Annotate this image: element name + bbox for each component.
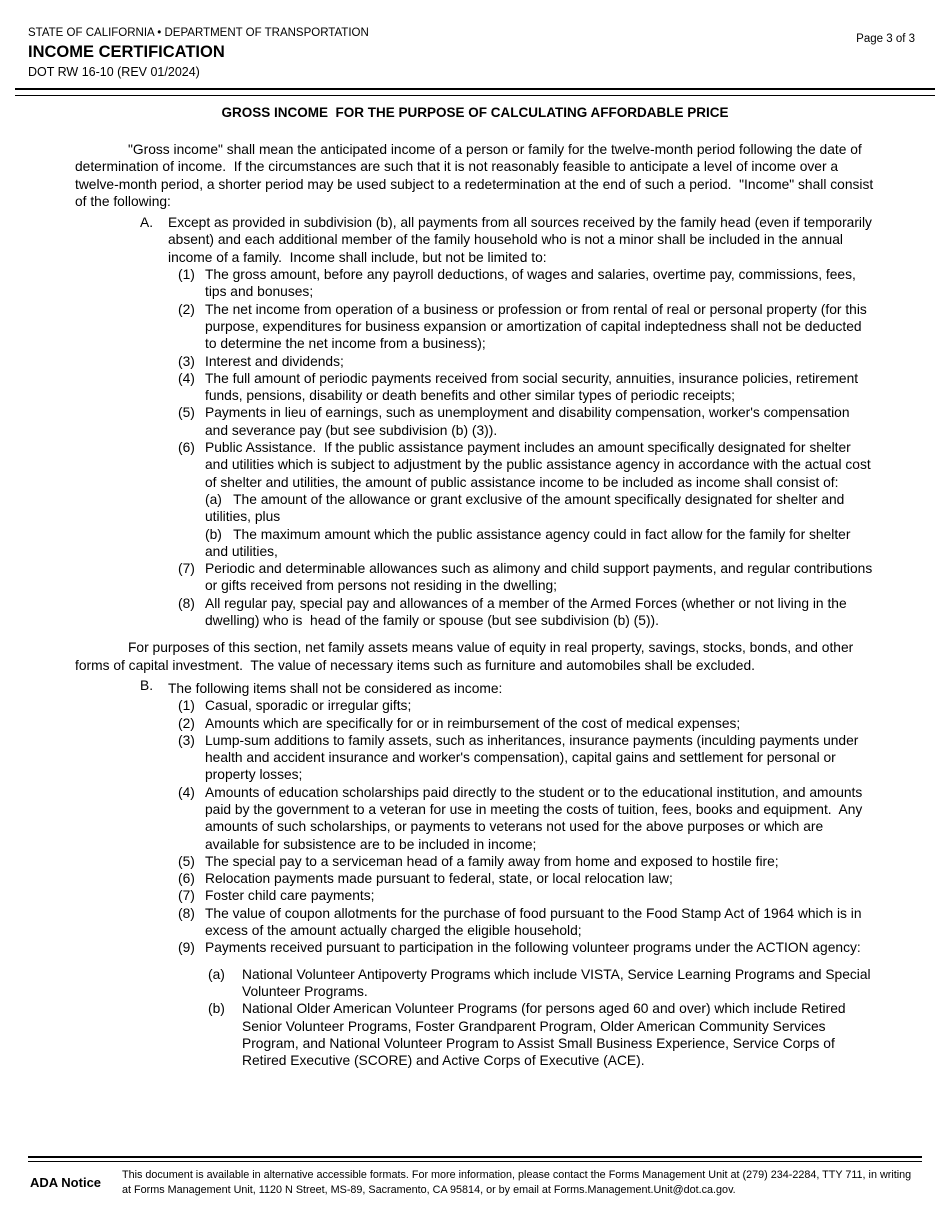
list-item-a7 [178, 560, 875, 595]
net-assets-paragraph: For purposes of this section, net family assets means value of equity in real property, savings, stocks, bonds, and other forms of capital investment. The value of necessary items such as furniture and automobiles shall be excluded. [75, 640, 861, 673]
list-item-a5 [178, 404, 875, 439]
ada-notice-block [0, 1162, 950, 1197]
section-a-label: A. [140, 215, 154, 231]
item-text: Relocation payments made pursuant to federal, state, or local relocation law; [205, 871, 673, 887]
subitem-text: National Volunteer Antipoverty Programs which include VISTA, Service Learning Programs and Special Volunteer Programs. [242, 966, 875, 999]
item-label: (1) [178, 698, 195, 714]
item-label: (5) [178, 853, 195, 869]
page-header [0, 0, 950, 80]
item-text: Lump-sum additions to family assets, such as inheritances, insurance payments (inculding payments under health and accident insurance and worker's compensation), capital gains and settlement for personal or property losses; [205, 732, 863, 783]
header-left-block [28, 26, 369, 80]
volunteer-program-subitems [205, 966, 875, 1070]
item-subline-a: (a) The amount of the allowance or grant exclusive of the amount specifically designated for shelter and utilities, plus [205, 491, 849, 525]
section-b [140, 677, 875, 697]
item-text: Casual, sporadic or irregular gifts; [205, 698, 412, 714]
agency-line: STATE OF CALIFORNIA • DEPARTMENT OF TRANSPORTATION [28, 27, 369, 39]
ada-notice-label: ADA Notice [30, 1175, 102, 1190]
document-body [0, 120, 950, 1069]
item-text: Foster child care payments; [205, 888, 375, 904]
list-item-b2 [178, 715, 875, 732]
item-label: (3) [178, 732, 195, 748]
section-b-text: The following items shall not be considered as income: [168, 680, 503, 696]
item-label: (2) [178, 301, 195, 317]
item-label: (3) [178, 353, 195, 369]
page-footer [0, 1156, 950, 1197]
list-item-a6 [178, 439, 875, 560]
item-text: Payments received pursuant to participation in the following volunteer programs under the ACTION agency: [205, 940, 861, 956]
footer-rule-thick [28, 1156, 922, 1158]
item-text: Periodic and determinable allowances such as alimony and child support payments, and regular contributions or gifts received from persons not residing in the dwelling; [205, 561, 877, 594]
item-label: (4) [178, 370, 195, 386]
item-text: Interest and dividends; [205, 353, 344, 369]
item-label: (2) [178, 715, 195, 731]
item-text: All regular pay, special pay and allowances of a member of the Armed Forces (whether or not living in the dwelling) who is head of the family or spouse (but see subdivision (b) (5)). [205, 595, 851, 629]
section-a [140, 214, 875, 266]
list-item-b3 [178, 732, 875, 784]
item-label: (7) [178, 561, 195, 577]
item-label: (4) [178, 784, 195, 800]
item-text: Amounts which are specifically for or in reimbursement of the cost of medical expenses; [205, 715, 741, 731]
item-label: (8) [178, 595, 195, 611]
item-label: (6) [178, 871, 195, 887]
item-label: (9) [178, 940, 195, 956]
item-text: Amounts of education scholarships paid directly to the student or to the educational institution, and amounts paid by the government to a veteran for use in meeting the costs of tuition, fees, books and equipment. Any amounts of such scholarships, or payments to veterans not used for the above purposes or which are available for subsistence are to be included in income; [205, 784, 867, 852]
item-label: (1) [178, 267, 195, 283]
subitem-a [208, 966, 875, 1001]
item-label: (6) [178, 440, 195, 456]
subitem-b [208, 1000, 875, 1069]
list-item-a2 [178, 301, 875, 353]
item-text: The value of coupon allotments for the purchase of food pursuant to the Food Stamp Act of 1964 which is in excess of the amount actually charged the eligible household; [205, 905, 866, 939]
list-item-a4 [178, 370, 875, 405]
list-item-a3 [178, 353, 875, 370]
subitem-label: (b) [208, 1001, 225, 1017]
section-title: GROSS INCOME FOR THE PURPOSE OF CALCULATING AFFORDABLE PRICE [221, 105, 729, 120]
list-item-b9 [178, 939, 875, 1069]
item-text: Payments in lieu of earnings, such as unemployment and disability compensation, worker's compensation and severance pay (but see subdivision (b) (3)). [205, 405, 854, 438]
header-rule-thin [15, 95, 935, 96]
intro-paragraph: "Gross income" shall mean the anticipated income of a person or family for the twelve-month period following the date of determination of income. If the circumstances are such that it is not reasonably feasible to anticipate a level of income over a twelve-month period, a shorter period may be used subject to a redetermination at the end of such a period. "Income" shall consist of the following: [75, 142, 878, 209]
item-content [205, 439, 875, 560]
item-label: (8) [178, 905, 195, 921]
item-label: (7) [178, 888, 195, 904]
header-rule-thick [15, 88, 935, 90]
subitem-text: National Older American Volunteer Programs (for persons aged 60 and over) which include Retired Senior Volunteer Programs, Foster Grandparent Program, Older American Community Services Program, and National Volunteer Program to Assist Small Business Experience, Service Corps of Retired Executive (SCORE) and Active Corps of Executive (ACE). [242, 1001, 850, 1069]
item-text: The full amount of periodic payments received from social security, annuities, insurance policies, retirement funds, pensions, disability or death benefits and other similar types of periodic receipts; [205, 370, 862, 404]
list-item-b5 [178, 853, 875, 870]
ada-notice-text: This document is available in alternative accessible formats. For more information, please contact the Forms Management Unit at (279) 234-2284, TTY 711, in writing at Forms Management Unit, 1120 N Street, MS-89, Sacramento, CA 95814, or by email at Forms.Management.Unit@dot.ca.gov. [122, 1169, 915, 1196]
section-a-text: Except as provided in subdivision (b), all payments from all sources received by the family head (even if temporarily absent) and each additional member of the family household who is not a minor shall be included in the annual income of a family. Income shall include, but not be limited to: [168, 215, 876, 265]
list-item-b6 [178, 870, 875, 887]
item-text: The special pay to a serviceman head of a family away from home and exposed to hostile fire; [205, 853, 779, 869]
item-label: (5) [178, 405, 195, 421]
list-item-b1 [178, 697, 875, 714]
item-subline-b: (b) The maximum amount which the public assistance agency could in fact allow for the family for shelter and utilities, [205, 526, 855, 559]
list-item-b7 [178, 887, 875, 904]
form-number: DOT RW 16-10 (REV 01/2024) [28, 65, 200, 79]
subitem-label: (a) [208, 966, 225, 982]
section-b-label: B. [140, 677, 154, 693]
list-item-b4 [178, 784, 875, 853]
item-content [205, 939, 875, 1069]
item-text: Public Assistance. If the public assistance payment includes an amount specifically designated for shelter and utilities which is subject to adjustment by the public assistance agency in accordance with the actual cost of shelter and utilities, the amount of public assistance income to be included as income shall consist of: [205, 440, 875, 490]
list-item-b8 [178, 905, 875, 940]
item-text: The net income from operation of a business or profession or from rental of real or personal property (for this purpose, expenditures for business expansion or amortization of capital indeptedness shall not be deducted to determine the net income from a business); [205, 301, 871, 352]
page-indicator: Page 3 of 3 [856, 33, 915, 45]
list-item-a1 [178, 266, 875, 301]
list-item-a8 [178, 595, 875, 630]
form-title: INCOME CERTIFICATION [28, 43, 225, 61]
item-text: The gross amount, before any payroll deductions, of wages and salaries, overtime pay, commissions, fees, tips and bonuses; [205, 267, 860, 300]
